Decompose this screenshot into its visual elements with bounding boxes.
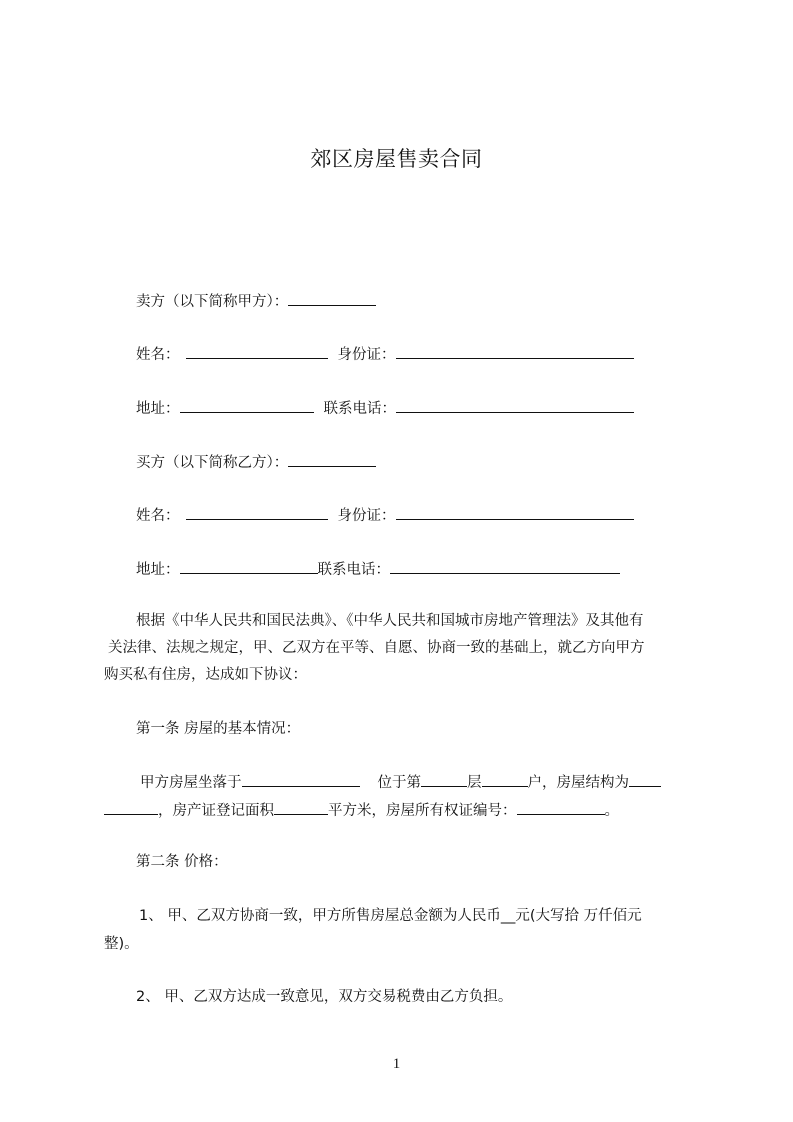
buyer-label: 买方（以下简称乙方）： — [136, 455, 289, 471]
floor-suffix: 层 — [467, 775, 482, 791]
seller-label: 卖方（以下简称甲方）： — [136, 294, 289, 310]
seller-blank[interactable] — [288, 291, 376, 306]
floor-blank[interactable] — [421, 772, 467, 787]
seller-line — [136, 291, 376, 312]
buyer-address-blank[interactable] — [180, 559, 318, 574]
page-number: 1 — [392, 1056, 401, 1072]
buyer-line — [136, 452, 376, 473]
buyer-id-label: 身份证： — [337, 508, 396, 524]
buyer-name-blank[interactable] — [186, 505, 328, 520]
seller-name-line — [136, 344, 634, 365]
unit-blank[interactable] — [482, 772, 528, 787]
article2-title: 第二条 价格： — [136, 854, 228, 870]
area-blank[interactable] — [274, 800, 328, 815]
certificate-blank[interactable] — [517, 800, 605, 815]
seller-phone-label: 联系电话： — [323, 401, 396, 417]
article1-line-2 — [104, 800, 619, 821]
buyer-id-blank[interactable] — [396, 505, 634, 520]
buyer-blank[interactable] — [288, 452, 376, 467]
area-label: ，房产证登记面积 — [158, 803, 274, 819]
seller-id-label: 身份证： — [337, 347, 396, 363]
buyer-address-line — [136, 559, 620, 580]
buyer-phone-blank[interactable] — [390, 559, 620, 574]
structure-blank-end[interactable] — [104, 800, 158, 815]
seller-address-label: 地址： — [136, 401, 180, 417]
buyer-address-label: 地址： — [136, 562, 180, 578]
seller-phone-blank[interactable] — [396, 398, 634, 413]
seller-name-blank[interactable] — [186, 344, 328, 359]
floor-prefix: 位于第 — [377, 775, 421, 791]
certificate-label: 平方米，房屋所有权证编号： — [328, 803, 517, 819]
structure-blank-start[interactable] — [629, 772, 661, 787]
article1-line-1 — [140, 772, 661, 793]
structure-label: 户，房屋结构为 — [527, 775, 629, 791]
price-item-2: 2、 甲、乙双方达成一致意见，双方交易税费由乙方负担。 — [136, 989, 513, 1005]
preamble-line-2: 关法律、法规之规定，甲、乙双方在平等、自愿、协商一致的基础上，就乙方向甲方 — [108, 640, 645, 656]
location-blank[interactable] — [242, 772, 360, 787]
article1-title: 第一条 房屋的基本情况： — [136, 721, 301, 737]
seller-address-line — [136, 398, 634, 419]
article1-end: 。 — [604, 803, 619, 819]
price-item-1-line-1: 1、 甲、乙双方协商一致，甲方所售房屋总金额为人民币__元(大写拾 万仟佰元 — [139, 908, 642, 924]
buyer-name-label: 姓名： — [136, 508, 180, 524]
buyer-phone-label: 联系电话： — [317, 562, 390, 578]
seller-id-blank[interactable] — [396, 344, 634, 359]
document-title: 郊区房屋售卖合同 — [310, 147, 483, 171]
preamble-line-1: 根据《中华人民共和国民法典》、《中华人民共和国城市房地产管理法》及其他有 — [136, 613, 644, 629]
seller-address-blank[interactable] — [180, 398, 314, 413]
location-label: 甲方房屋坐落于 — [140, 775, 242, 791]
buyer-name-line — [136, 505, 634, 526]
price-item-1-line-2: 整)。 — [104, 936, 139, 952]
seller-name-label: 姓名： — [136, 347, 180, 363]
preamble-line-3: 购买私有住房，达成如下协议： — [104, 667, 307, 683]
